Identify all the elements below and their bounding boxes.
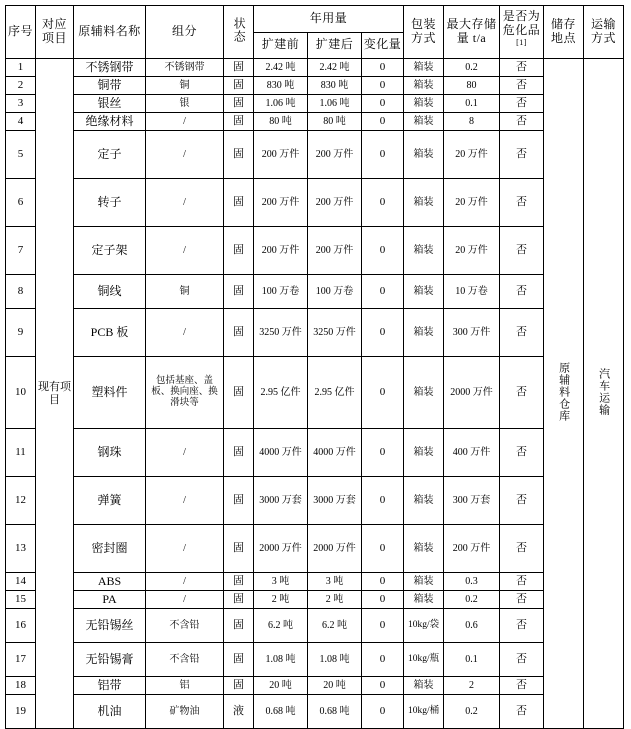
cell-storage: 0.3: [444, 573, 500, 591]
cell-after: 830 吨: [308, 77, 362, 95]
cell-seq: 14: [6, 573, 36, 591]
cell-seq: 10: [6, 357, 36, 429]
cell-seq: 2: [6, 77, 36, 95]
cell-material-name: 银丝: [74, 95, 146, 113]
cell-change: 0: [362, 609, 404, 643]
cell-change: 0: [362, 357, 404, 429]
cell-storage-location: [544, 59, 584, 729]
cell-state: 固: [224, 609, 254, 643]
cell-seq: 12: [6, 477, 36, 525]
cell-after: 0.68 吨: [308, 695, 362, 729]
document-page: [0, 5, 631, 718]
cell-composition: 包括基座、盖板、换向座、换滑块等: [146, 357, 224, 429]
header-change: 变化量: [362, 32, 404, 59]
cell-seq: 9: [6, 309, 36, 357]
cell-state: 固: [224, 131, 254, 179]
cell-material-name: 定子架: [74, 227, 146, 275]
header-row-1: [6, 6, 624, 33]
table-row: [6, 573, 624, 591]
cell-pack: 箱装: [404, 113, 444, 131]
cell-transport-label: 汽车运输: [597, 367, 610, 416]
cell-hazard: 否: [500, 677, 544, 695]
cell-composition: 铜: [146, 275, 224, 309]
table-row: [6, 113, 624, 131]
header-seq: 序号: [6, 6, 36, 59]
cell-material-name: 转子: [74, 179, 146, 227]
cell-before: 2 吨: [254, 591, 308, 609]
cell-after: 6.2 吨: [308, 609, 362, 643]
header-before-expansion: 扩建前: [254, 32, 308, 59]
cell-before: 200 万件: [254, 179, 308, 227]
cell-hazard: 否: [500, 227, 544, 275]
header-packaging: 包装方式: [404, 6, 444, 59]
cell-pack: 箱装: [404, 275, 444, 309]
header-annual-usage: 年用量: [254, 6, 404, 33]
cell-material-name: PA: [74, 591, 146, 609]
cell-seq: 4: [6, 113, 36, 131]
table-row: [6, 275, 624, 309]
cell-pack: 箱装: [404, 677, 444, 695]
cell-before: 6.2 吨: [254, 609, 308, 643]
cell-change: 0: [362, 477, 404, 525]
cell-pack: 10kg/桶: [404, 695, 444, 729]
cell-composition: /: [146, 227, 224, 275]
cell-state: 固: [224, 275, 254, 309]
cell-composition: 铝: [146, 677, 224, 695]
cell-before: 2000 万件: [254, 525, 308, 573]
cell-composition: /: [146, 591, 224, 609]
cell-hazard: 否: [500, 77, 544, 95]
cell-material-name: 机油: [74, 695, 146, 729]
cell-state: 固: [224, 525, 254, 573]
cell-storage: 300 万件: [444, 309, 500, 357]
cell-seq: 18: [6, 677, 36, 695]
cell-storage: 10 万卷: [444, 275, 500, 309]
table-row: [6, 77, 624, 95]
cell-state: 固: [224, 477, 254, 525]
cell-seq: 8: [6, 275, 36, 309]
cell-storage: 0.6: [444, 609, 500, 643]
cell-storage: 0.1: [444, 643, 500, 677]
cell-state: 固: [224, 591, 254, 609]
cell-material-name: 铜线: [74, 275, 146, 309]
cell-state: 固: [224, 179, 254, 227]
cell-material-name: 弹簧: [74, 477, 146, 525]
cell-storage: 20 万件: [444, 227, 500, 275]
cell-storage: 8: [444, 113, 500, 131]
cell-storage: 2000 万件: [444, 357, 500, 429]
cell-composition: /: [146, 113, 224, 131]
cell-composition: /: [146, 429, 224, 477]
cell-composition: 不含铅: [146, 643, 224, 677]
cell-storage: 0.2: [444, 59, 500, 77]
cell-change: 0: [362, 95, 404, 113]
header-storage-location: 储存地点: [544, 6, 584, 59]
cell-composition: 不含铅: [146, 609, 224, 643]
cell-storage: 0.2: [444, 695, 500, 729]
cell-before: 1.08 吨: [254, 643, 308, 677]
cell-state: 固: [224, 573, 254, 591]
cell-composition: /: [146, 573, 224, 591]
table-row: [6, 227, 624, 275]
table-row: [6, 609, 624, 643]
cell-composition: 不锈钢带: [146, 59, 224, 77]
table-row: [6, 643, 624, 677]
cell-state: 固: [224, 677, 254, 695]
cell-state: 固: [224, 95, 254, 113]
cell-hazard: 否: [500, 609, 544, 643]
cell-pack: 箱装: [404, 179, 444, 227]
header-material-name: 原辅料名称: [74, 6, 146, 59]
cell-state: 固: [224, 309, 254, 357]
cell-after: 200 万件: [308, 131, 362, 179]
cell-storage: 0.2: [444, 591, 500, 609]
cell-composition: 矿物油: [146, 695, 224, 729]
cell-change: 0: [362, 677, 404, 695]
header-is-hazardous: [500, 6, 544, 59]
cell-before: 3000 万套: [254, 477, 308, 525]
cell-before: 830 吨: [254, 77, 308, 95]
cell-change: 0: [362, 227, 404, 275]
cell-material-name: 密封圈: [74, 525, 146, 573]
cell-material-name: 绝缘材料: [74, 113, 146, 131]
table-row: [6, 357, 624, 429]
cell-after: 3250 万件: [308, 309, 362, 357]
cell-pack: 箱装: [404, 227, 444, 275]
cell-pack: 10kg/袋: [404, 609, 444, 643]
cell-pack: 箱装: [404, 477, 444, 525]
table-body: [6, 59, 624, 729]
header-project: 对应项目: [36, 6, 74, 59]
cell-change: 0: [362, 179, 404, 227]
cell-before: 2.95 亿件: [254, 357, 308, 429]
cell-after: 200 万件: [308, 179, 362, 227]
cell-hazard: 否: [500, 525, 544, 573]
cell-change: 0: [362, 275, 404, 309]
cell-storage: 20 万件: [444, 179, 500, 227]
cell-seq: 16: [6, 609, 36, 643]
cell-composition: /: [146, 309, 224, 357]
table-row: [6, 429, 624, 477]
cell-before: 2.42 吨: [254, 59, 308, 77]
cell-storage: 400 万件: [444, 429, 500, 477]
cell-state: 固: [224, 77, 254, 95]
cell-hazard: 否: [500, 179, 544, 227]
cell-hazard: 否: [500, 643, 544, 677]
cell-after: 2000 万件: [308, 525, 362, 573]
cell-after: 100 万卷: [308, 275, 362, 309]
cell-hazard: 否: [500, 573, 544, 591]
cell-before: 200 万件: [254, 227, 308, 275]
cell-material-name: 无铅锡丝: [74, 609, 146, 643]
cell-storage: 20 万件: [444, 131, 500, 179]
cell-after: 2.42 吨: [308, 59, 362, 77]
cell-before: 3250 万件: [254, 309, 308, 357]
cell-before: 1.06 吨: [254, 95, 308, 113]
cell-material-name: 铜带: [74, 77, 146, 95]
cell-change: 0: [362, 695, 404, 729]
cell-hazard: 否: [500, 113, 544, 131]
table-row: [6, 309, 624, 357]
cell-before: 4000 万件: [254, 429, 308, 477]
cell-seq: 5: [6, 131, 36, 179]
table-header: [6, 6, 624, 59]
cell-state: 固: [224, 429, 254, 477]
raw-material-table: [5, 5, 624, 729]
cell-seq: 11: [6, 429, 36, 477]
cell-before: 100 万卷: [254, 275, 308, 309]
cell-hazard: 否: [500, 429, 544, 477]
cell-after: 1.08 吨: [308, 643, 362, 677]
table-row: [6, 695, 624, 729]
cell-pack: 箱装: [404, 59, 444, 77]
table-row: [6, 477, 624, 525]
cell-after: 4000 万件: [308, 429, 362, 477]
cell-change: 0: [362, 429, 404, 477]
cell-state: 固: [224, 59, 254, 77]
cell-material-name: 塑料件: [74, 357, 146, 429]
cell-state: 固: [224, 643, 254, 677]
cell-pack: 箱装: [404, 573, 444, 591]
cell-project: 现有项目: [36, 59, 74, 729]
cell-before: 20 吨: [254, 677, 308, 695]
cell-state: 液: [224, 695, 254, 729]
cell-material-name: 定子: [74, 131, 146, 179]
cell-before: 3 吨: [254, 573, 308, 591]
cell-hazard: 否: [500, 275, 544, 309]
cell-storage-location-label: 原辅料仓库: [557, 361, 570, 422]
cell-composition: /: [146, 477, 224, 525]
cell-hazard: 否: [500, 59, 544, 77]
cell-pack: 10kg/瓶: [404, 643, 444, 677]
cell-pack: 箱装: [404, 309, 444, 357]
cell-composition: /: [146, 525, 224, 573]
cell-change: 0: [362, 643, 404, 677]
header-transport: 运输方式: [584, 6, 624, 59]
cell-before: 0.68 吨: [254, 695, 308, 729]
cell-seq: 15: [6, 591, 36, 609]
cell-state: 固: [224, 227, 254, 275]
cell-composition: /: [146, 131, 224, 179]
header-state: [224, 6, 254, 59]
cell-after: 2.95 亿件: [308, 357, 362, 429]
cell-pack: 箱装: [404, 95, 444, 113]
cell-hazard: 否: [500, 357, 544, 429]
header-is-hazardous-label: 是否为危化品: [502, 9, 541, 38]
header-state-label: 状态: [232, 17, 247, 44]
cell-pack: 箱装: [404, 131, 444, 179]
cell-storage: 0.1: [444, 95, 500, 113]
cell-pack: 箱装: [404, 357, 444, 429]
cell-hazard: 否: [500, 591, 544, 609]
cell-change: 0: [362, 573, 404, 591]
cell-storage: 300 万套: [444, 477, 500, 525]
cell-after: 80 吨: [308, 113, 362, 131]
cell-after: 1.06 吨: [308, 95, 362, 113]
cell-change: 0: [362, 131, 404, 179]
cell-transport: [584, 59, 624, 729]
cell-before: 200 万件: [254, 131, 308, 179]
cell-storage: 2: [444, 677, 500, 695]
table-row: [6, 677, 624, 695]
cell-pack: 箱装: [404, 77, 444, 95]
cell-material-name: 铝带: [74, 677, 146, 695]
cell-pack: 箱装: [404, 429, 444, 477]
cell-change: 0: [362, 309, 404, 357]
cell-composition: 铜: [146, 77, 224, 95]
table-row: [6, 131, 624, 179]
cell-storage: 80: [444, 77, 500, 95]
header-composition: 组分: [146, 6, 224, 59]
header-max-storage: 最大存储量 t/a: [444, 6, 500, 59]
table-row: [6, 525, 624, 573]
cell-change: 0: [362, 113, 404, 131]
cell-hazard: 否: [500, 695, 544, 729]
cell-pack: 箱装: [404, 525, 444, 573]
table-row: [6, 59, 624, 77]
header-after-expansion: 扩建后: [308, 32, 362, 59]
cell-change: 0: [362, 59, 404, 77]
cell-change: 0: [362, 525, 404, 573]
cell-seq: 1: [6, 59, 36, 77]
cell-change: 0: [362, 77, 404, 95]
cell-storage: 200 万件: [444, 525, 500, 573]
table-row: [6, 95, 624, 113]
cell-material-name: 无铅锡膏: [74, 643, 146, 677]
cell-composition: 银: [146, 95, 224, 113]
cell-seq: 17: [6, 643, 36, 677]
cell-state: 固: [224, 357, 254, 429]
table-row: [6, 591, 624, 609]
cell-seq: 7: [6, 227, 36, 275]
cell-after: 3 吨: [308, 573, 362, 591]
cell-material-name: 钢珠: [74, 429, 146, 477]
cell-hazard: 否: [500, 477, 544, 525]
cell-hazard: 否: [500, 309, 544, 357]
cell-hazard: 否: [500, 131, 544, 179]
cell-after: 200 万件: [308, 227, 362, 275]
cell-change: 0: [362, 591, 404, 609]
cell-material-name: 不锈钢带: [74, 59, 146, 77]
cell-seq: 13: [6, 525, 36, 573]
cell-seq: 3: [6, 95, 36, 113]
cell-before: 80 吨: [254, 113, 308, 131]
cell-after: 3000 万套: [308, 477, 362, 525]
cell-state: 固: [224, 113, 254, 131]
cell-seq: 6: [6, 179, 36, 227]
cell-hazard: 否: [500, 95, 544, 113]
header-hazardous-note: [1]: [516, 37, 527, 47]
cell-pack: 箱装: [404, 591, 444, 609]
cell-after: 20 吨: [308, 677, 362, 695]
cell-material-name: PCB 板: [74, 309, 146, 357]
cell-seq: 19: [6, 695, 36, 729]
table-row: [6, 179, 624, 227]
cell-composition: /: [146, 179, 224, 227]
cell-after: 2 吨: [308, 591, 362, 609]
cell-material-name: ABS: [74, 573, 146, 591]
